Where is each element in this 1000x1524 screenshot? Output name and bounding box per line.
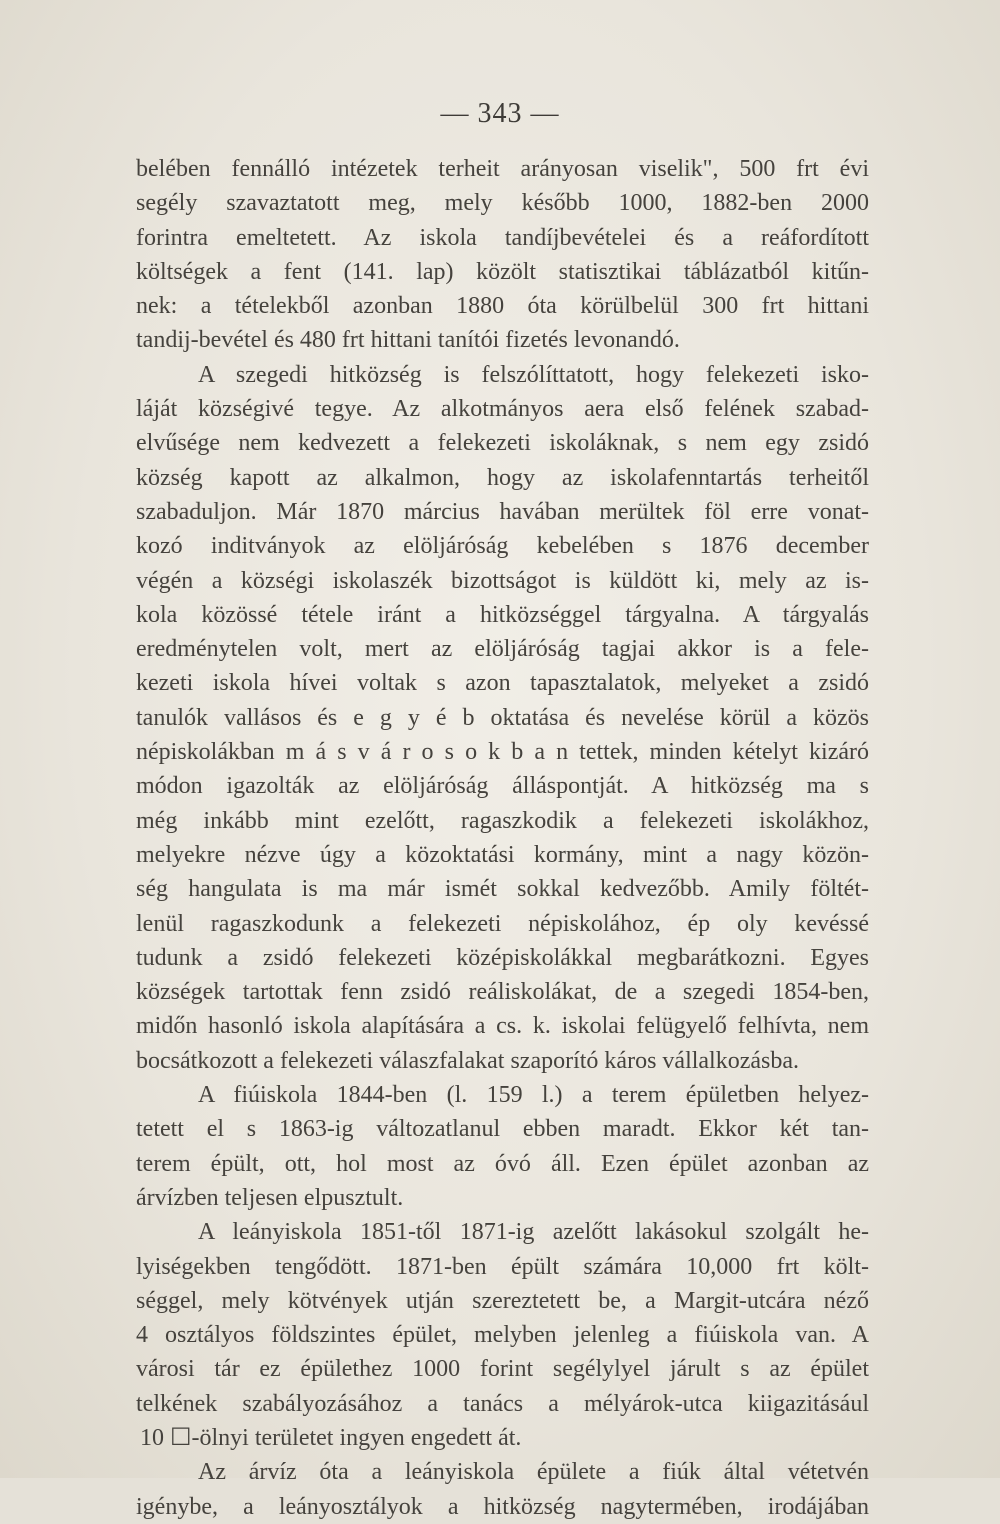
text-line: kola közössé tétele iránt a hitközséggel tárgyalna. A tárgyalás: [136, 601, 869, 628]
text-line: még inkább mint ezelőtt, ragaszkodik a felekezeti iskolákhoz,: [136, 807, 869, 834]
text-line: 10 ☐-ölnyi területet ingyen engedett át.: [140, 1424, 522, 1451]
text-line: láját községivé tegye. Az alkotmányos aera első felének szabad-: [136, 396, 869, 423]
text-line: kezeti iskola hívei voltak s azon tapasztalatok, melyeket a zsidó: [136, 670, 869, 697]
text-line: község kapott az alkalmon, hogy az iskolafenntartás terheitől: [136, 464, 869, 491]
text-line: költségek a fent (141. lap) közölt statisztikai táblázatból kitűn-: [136, 258, 869, 285]
text-line: bocsátkozott a felekezeti válaszfalakat szaporító káros vállalkozásba.: [136, 1047, 800, 1074]
text-line: szabaduljon. Már 1870 március havában merültek föl erre vonat-: [136, 498, 869, 525]
text-line: A leányiskola 1851-től 1871-ig azelőtt lakásokul szolgált he-: [198, 1219, 869, 1246]
text-line: ség hangulata is ma már ismét sokkal kedvezőbb. Amily föltét-: [136, 876, 869, 903]
text-line: terem épült, ott, hol most az óvó áll. Ezen épület azonban az: [136, 1150, 869, 1177]
text-line: forintra emeltetett. Az iskola tandíjbevételei és a reáfordított: [136, 224, 869, 251]
text-line: séggel, mely kötvények utján szereztetett be, a Margit-utcára néző: [136, 1287, 869, 1314]
text-line: lyiségekben tengődött. 1871-ben épült számára 10,000 frt költ-: [136, 1253, 869, 1280]
text-line: eredménytelen volt, mert az elöljáróság tagjai akkor is a fele-: [136, 636, 869, 663]
text-line: midőn hasonló iskola alapítására a cs. k. iskolai felügyelő felhívta, nem: [136, 1013, 869, 1040]
text-line: A szegedi hitközség is felszólíttatott, hogy felekezeti isko-: [198, 361, 869, 388]
page-number: — 343 —: [440, 98, 560, 129]
text-line: községek tartottak fenn zsidó reáliskolákat, de a szegedi 1854-ben,: [136, 979, 869, 1006]
text-line: belében fennálló intézetek terheit arányosan viselik", 500 frt évi: [136, 156, 869, 182]
text-line: tandij-bevétel és 480 frt hittani tanítói fizetés levonandó.: [136, 327, 680, 354]
text-line: 4 osztályos földszintes épület, melyben jelenleg a fiúiskola van. A: [136, 1322, 869, 1349]
text-line: igénybe, a leányosztályok a hitközség nagytermében, irodájában: [136, 1493, 869, 1520]
text-line: kozó inditványok az elöljáróság kebelében s 1876 december: [136, 533, 869, 560]
text-line: lenül ragaszkodunk a felekezeti népiskolához, ép oly kevéssé: [136, 910, 869, 937]
text-line: árvízben teljesen elpusztult.: [136, 1184, 404, 1211]
text-line: elvűsége nem kedvezett a felekezeti iskoláknak, s nem egy zsidó: [136, 430, 869, 457]
text-line: Az árvíz óta a leányiskola épülete a fiúk által vétetvén: [198, 1459, 869, 1486]
text-line: tetett el s 1863-ig változatlanul ebben maradt. Ekkor két tan-: [136, 1116, 869, 1143]
text-line: tanulók vallásos és e g y é b oktatása és nevelése körül a közös: [136, 704, 869, 731]
text-line: nek: a tételekből azonban 1880 óta körülbelül 300 frt hittani: [136, 293, 869, 320]
text-line: tudunk a zsidó felekezeti középiskolákkal megbarátkozni. Egyes: [136, 944, 869, 971]
body-text: [136, 152, 869, 1524]
text-line: segély szavaztatott meg, mely később 1000, 1882-ben 2000: [136, 190, 869, 217]
text-line: népiskolákban m á s v á r o s o k b a n tettek, minden kételyt kizáró: [136, 739, 869, 766]
text-line: módon igazolták az elöljáróság álláspontját. A hitközség ma s: [136, 773, 869, 800]
text-line: melyekre nézve úgy a közoktatási kormány, mint a nagy közön-: [136, 841, 869, 868]
text-line: végén a községi iskolaszék bizottságot is küldött ki, mely az is-: [136, 567, 869, 594]
text-line: városi tár ez épülethez 1000 forint segélylyel járult s az épület: [136, 1356, 869, 1383]
text-line: telkének szabályozásához a tanács a mélyárok-utca kiigazitásául: [136, 1390, 869, 1417]
text-line: A fiúiskola 1844-ben (l. 159 l.) a terem épületben helyez-: [198, 1082, 869, 1109]
